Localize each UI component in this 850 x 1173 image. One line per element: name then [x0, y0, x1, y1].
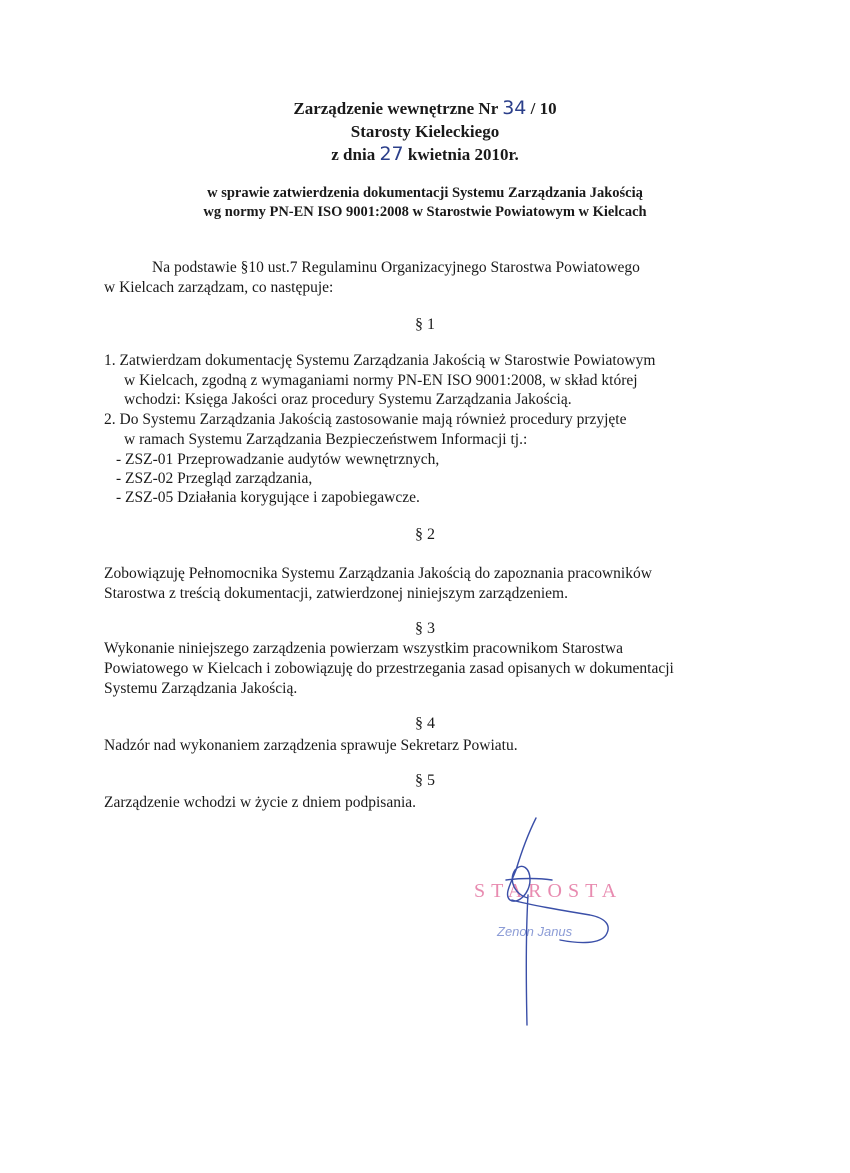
- s3-line3: Systemu Zarządzania Jakością.: [104, 680, 298, 697]
- title-suffix: / 10: [530, 99, 557, 118]
- s3-line1: Wykonanie niniejszego zarządzenia powierzam wszystkim pracownikom Starostwa: [104, 640, 624, 657]
- s1-item1-line2: w Kielcach, zgodną z wymaganiami normy PN-EN ISO 9001:2008, w skład której: [124, 372, 638, 389]
- section-1-heading: § 1: [415, 316, 435, 333]
- date-suffix: kwietnia 2010r.: [407, 145, 519, 164]
- procedure-item: - ZSZ-05 Działania korygujące i zapobiegawcze.: [116, 489, 420, 506]
- procedure-item: - ZSZ-02 Przegląd zarządzania,: [116, 470, 313, 487]
- title-line-2: Starosty Kieleckiego: [350, 122, 500, 141]
- s2-line1: Zobowiązuję Pełnomocnika Systemu Zarządzania Jakością do zapoznania pracowników: [104, 565, 652, 582]
- s1-item2-line1: 2. Do Systemu Zarządzania Jakością zastosowanie mają również procedury przyjęte: [104, 411, 627, 428]
- section-4-heading: § 4: [415, 715, 435, 732]
- stamp-title: STAROSTA: [474, 880, 623, 902]
- s3-line2: Powiatowego w Kielcach i zobowiązuję do przestrzegania zasad opisanych w dokumentacji: [104, 660, 674, 677]
- procedure-item: - ZSZ-01 Przeprowadzanie audytów wewnętrznych,: [116, 451, 440, 468]
- s1-item2-line2: w ramach Systemu Zarządzania Bezpieczeństwem Informacji tj.:: [124, 431, 528, 448]
- handwritten-day: 27: [379, 143, 404, 165]
- s2-line2: Starostwa z treścią dokumentacji, zatwierdzonej niniejszym zarządzeniem.: [104, 585, 568, 602]
- section-2-heading: § 2: [415, 526, 435, 543]
- intro-line-1: Na podstawie §10 ust.7 Regulaminu Organizacyjnego Starostwa Powiatowego: [152, 259, 640, 276]
- stamp-name: Zenon Janus: [497, 924, 573, 939]
- handwritten-number: 34: [502, 97, 527, 119]
- date-prefix: z dnia: [331, 145, 376, 164]
- subject-line-1: w sprawie zatwierdzenia dokumentacji Systemu Zarządzania Jakością: [207, 185, 643, 201]
- title-prefix: Zarządzenie wewnętrzne Nr: [293, 99, 498, 118]
- intro-line-2: w Kielcach zarządzam, co następuje:: [104, 279, 334, 296]
- s1-item1-line1: 1. Zatwierdzam dokumentację Systemu Zarządzania Jakością w Starostwie Powiatowym: [104, 352, 656, 369]
- s5-line1: Zarządzenie wchodzi w życie z dniem podpisania.: [104, 794, 417, 811]
- section-5-heading: § 5: [415, 772, 435, 789]
- s4-line1: Nadzór nad wykonaniem zarządzenia sprawuje Sekretarz Powiatu.: [104, 737, 518, 754]
- s1-item1-line3: wchodzi: Księga Jakości oraz procedury Systemu Zarządzania Jakością.: [124, 391, 572, 408]
- subject-line-2: wg normy PN-EN ISO 9001:2008 w Starostwie Powiatowym w Kielcach: [203, 204, 647, 220]
- section-3-heading: § 3: [415, 620, 435, 637]
